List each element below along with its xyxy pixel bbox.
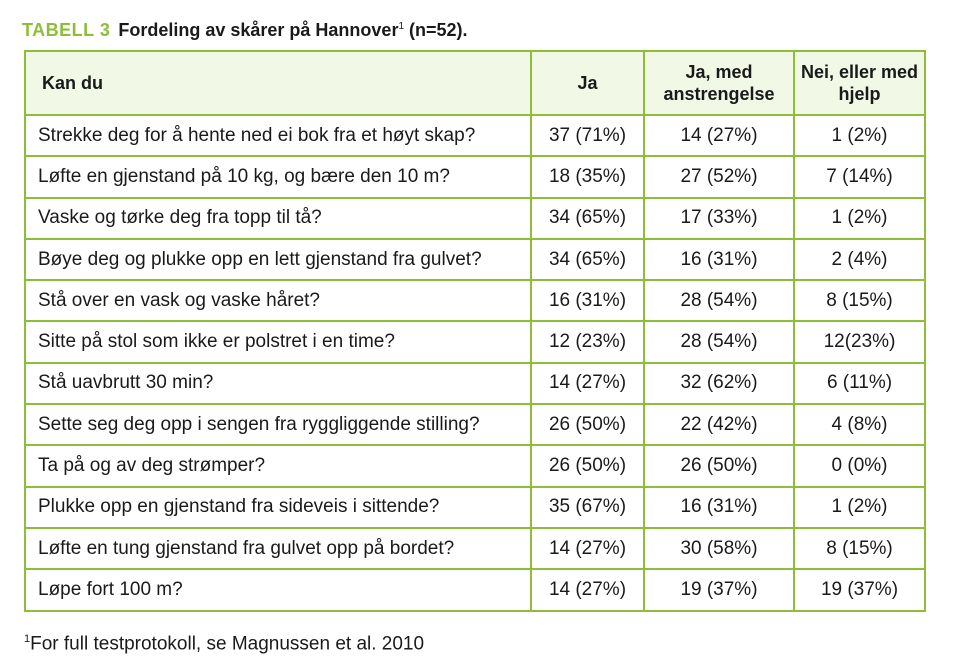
yes-with-effort-cell: 16 (31%)	[644, 487, 794, 528]
table-label: TABELL 3	[22, 20, 111, 40]
yes-cell: 14 (27%)	[531, 569, 644, 610]
no-or-with-help-cell: 8 (15%)	[794, 280, 925, 321]
yes-with-effort-cell: 28 (54%)	[644, 321, 794, 362]
table-row	[25, 363, 925, 404]
question-cell: Sette seg deg opp i sengen fra ryggliggende stilling?	[25, 404, 531, 445]
table-row	[25, 528, 925, 569]
title-footnote-marker: 1	[398, 21, 405, 32]
table-row	[25, 239, 925, 280]
footnote-text: For full testprotokoll, se Magnussen et al. 2010	[30, 633, 425, 655]
no-or-with-help-cell: 19 (37%)	[794, 569, 925, 610]
yes-cell: 12 (23%)	[531, 321, 644, 362]
table-row	[25, 487, 925, 528]
table-body	[25, 115, 925, 611]
yes-with-effort-cell: 32 (62%)	[644, 363, 794, 404]
question-cell: Sitte på stol som ikke er polstret i en time?	[25, 321, 531, 362]
footnote	[24, 633, 424, 655]
yes-with-effort-cell: 16 (31%)	[644, 239, 794, 280]
question-cell: Løfte en tung gjenstand fra gulvet opp på bordet?	[25, 528, 531, 569]
yes-cell: 16 (31%)	[531, 280, 644, 321]
yes-with-effort-cell: 30 (58%)	[644, 528, 794, 569]
yes-cell: 34 (65%)	[531, 198, 644, 239]
header-row	[25, 51, 925, 115]
yes-with-effort-cell: 26 (50%)	[644, 445, 794, 486]
no-or-with-help-cell: 1 (2%)	[794, 487, 925, 528]
question-cell: Løpe fort 100 m?	[25, 569, 531, 610]
yes-cell: 37 (71%)	[531, 115, 644, 156]
yes-cell: 14 (27%)	[531, 528, 644, 569]
yes-with-effort-cell: 22 (42%)	[644, 404, 794, 445]
question-cell: Stå uavbrutt 30 min?	[25, 363, 531, 404]
column-header-yes: Ja	[531, 51, 644, 115]
yes-cell: 18 (35%)	[531, 156, 644, 197]
yes-with-effort-cell: 28 (54%)	[644, 280, 794, 321]
question-cell: Ta på og av deg strømper?	[25, 445, 531, 486]
no-or-with-help-cell: 4 (8%)	[794, 404, 925, 445]
yes-with-effort-cell: 19 (37%)	[644, 569, 794, 610]
no-or-with-help-cell: 12(23%)	[794, 321, 925, 362]
no-or-with-help-cell: 2 (4%)	[794, 239, 925, 280]
table-row	[25, 156, 925, 197]
no-or-with-help-cell: 1 (2%)	[794, 198, 925, 239]
column-header-yes-with-effort: Ja, med anstrengelse	[644, 51, 794, 115]
table-row	[25, 404, 925, 445]
question-cell: Løfte en gjenstand på 10 kg, og bære den 10 m?	[25, 156, 531, 197]
question-cell: Stå over en vask og vaske håret?	[25, 280, 531, 321]
table-row	[25, 569, 925, 610]
question-cell: Bøye deg og plukke opp en lett gjenstand fra gulvet?	[25, 239, 531, 280]
sample-size: (n=52).	[404, 20, 468, 40]
footnote-marker: 1	[24, 633, 31, 645]
yes-with-effort-cell: 14 (27%)	[644, 115, 794, 156]
yes-cell: 35 (67%)	[531, 487, 644, 528]
question-cell: Strekke deg for å hente ned ei bok fra et høyt skap?	[25, 115, 531, 156]
table-row	[25, 115, 925, 156]
table-row	[25, 280, 925, 321]
table-row	[25, 198, 925, 239]
data-table	[24, 50, 926, 612]
yes-cell: 26 (50%)	[531, 445, 644, 486]
yes-cell: 14 (27%)	[531, 363, 644, 404]
question-cell: Vaske og tørke deg fra topp til tå?	[25, 198, 531, 239]
no-or-with-help-cell: 0 (0%)	[794, 445, 925, 486]
table-row	[25, 445, 925, 486]
table-caption	[22, 20, 468, 41]
no-or-with-help-cell: 6 (11%)	[794, 363, 925, 404]
yes-with-effort-cell: 27 (52%)	[644, 156, 794, 197]
table-title: Fordeling av skårer på Hannover	[118, 20, 399, 40]
column-header-question: Kan du	[25, 51, 531, 115]
no-or-with-help-cell: 7 (14%)	[794, 156, 925, 197]
yes-cell: 26 (50%)	[531, 404, 644, 445]
yes-with-effort-cell: 17 (33%)	[644, 198, 794, 239]
table-row	[25, 321, 925, 362]
no-or-with-help-cell: 1 (2%)	[794, 115, 925, 156]
question-cell: Plukke opp en gjenstand fra sideveis i sittende?	[25, 487, 531, 528]
yes-cell: 34 (65%)	[531, 239, 644, 280]
column-header-no-or-with-help: Nei, eller med hjelp	[794, 51, 925, 115]
no-or-with-help-cell: 8 (15%)	[794, 528, 925, 569]
